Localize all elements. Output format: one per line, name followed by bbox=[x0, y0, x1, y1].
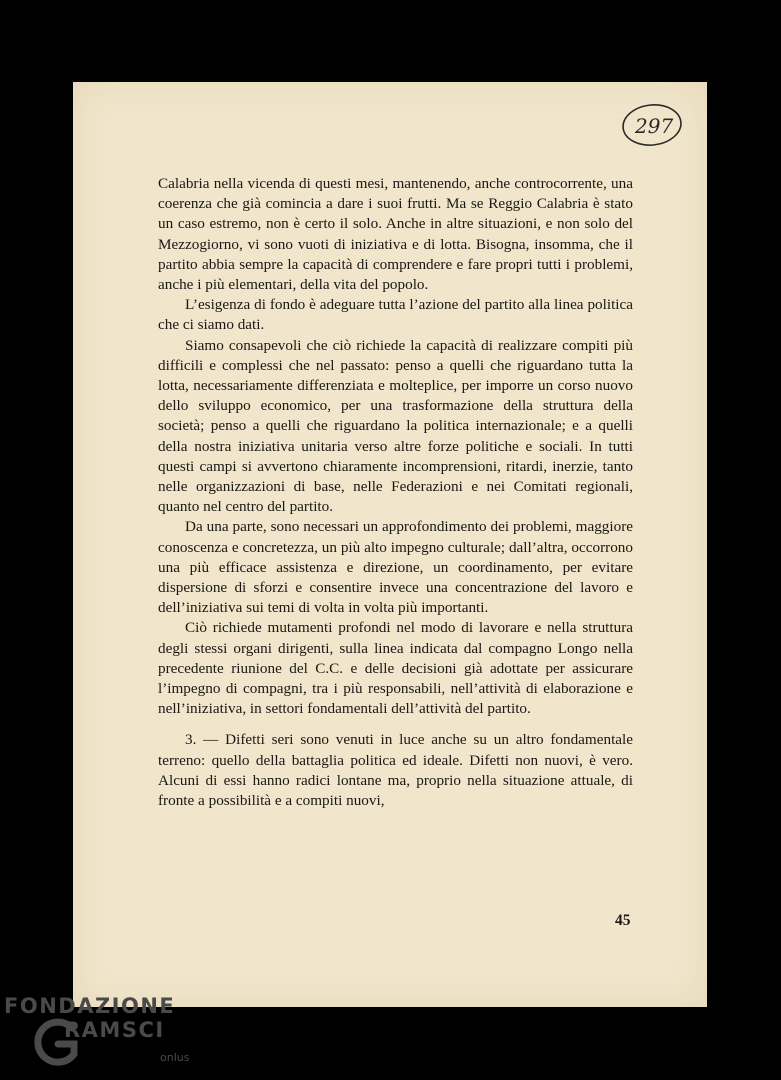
archive-number-text: 297 bbox=[635, 114, 674, 138]
paragraph-1: Calabria nella vicenda di questi mesi, mantenendo, anche controcorrente, una coerenza che già comincia a dare i suoi frutti. Ma se Reggio Calabria è stato un caso estremo, non è certo il solo. Anche in altre situazioni, e non solo del Mezzogiorno, vi sono vuoti di iniziativa e di lotta. Bisogna, insomma, che il partito abbia sempre la capacità di comprendere e fare propri tutti i problemi, anche i più elementari, della vita del popolo. bbox=[158, 175, 633, 294]
document-page bbox=[73, 82, 707, 1007]
page-number: 45 bbox=[615, 912, 631, 929]
paragraph-5: Ciò richiede mutamenti profondi nel modo di lavorare e nella struttura degli stessi organi dirigenti, sulla linea indicata dal compagno Longo nella precedente riunione del C.C. e delle decisioni già adottate per assicurare l’impegno di compagni, tra i più responsabili, nell’attività di elaborazione e nell’iniziativa, in settori fondamentali dell’attività del partito. bbox=[158, 619, 633, 718]
watermark-line1: FONDAZIONE bbox=[4, 994, 176, 1018]
body-text bbox=[158, 174, 633, 811]
watermark-suffix: onlus bbox=[160, 1051, 190, 1064]
paragraph-2: L’esigenza di fondo è adeguare tutta l’azione del partito alla linea politica che ci siamo dati. bbox=[158, 296, 633, 334]
archive-number-annotation bbox=[620, 100, 684, 148]
handwritten-circle-icon bbox=[620, 100, 684, 148]
fondazione-gramsci-watermark bbox=[2, 994, 202, 1076]
paragraph-3: Siamo consapevoli che ciò richiede la capacità di realizzare compiti più difficili e complessi che nel passato: penso a quelli che riguardano tutta la lotta, necessariamente differenziata e molteplice, per imporre un corso nuovo dello sviluppo economico, per una trasformazione della struttura della società; penso a quelli che riguardano la politica internazionale; e a quelli della nostra iniziativa unitaria verso altre forze politiche e sociali. In tutti questi campi si avvertono chiaramente incomprensioni, ritardi, inerzie, tanto nelle organizzazioni di base, nelle Federazioni e nei Comitati regionali, quanto nel centro del partito. bbox=[158, 336, 633, 516]
watermark-line2: RAMSCI bbox=[64, 1018, 165, 1042]
paragraph-4: Da una parte, sono necessari un approfondimento dei problemi, maggiore conoscenza e concretezza, un più alto impegno culturale; dall’altra, occorrono una più efficace assistenza e direzione, un coordinamento, per evitare dispersione di sforzi e consentire invece una concentrazione del lavoro e dell’iniziativa sui temi di volta in volta più importanti. bbox=[158, 518, 633, 617]
paragraph-6: 3. — Difetti seri sono venuti in luce anche su un altro fondamentale terreno: quello della battaglia politica ed ideale. Difetti non nuovi, è vero. Alcuni di essi hanno radici lontane ma, proprio nella situazione attuale, di fronte a possibilità e a compiti nuovi, bbox=[158, 731, 633, 810]
